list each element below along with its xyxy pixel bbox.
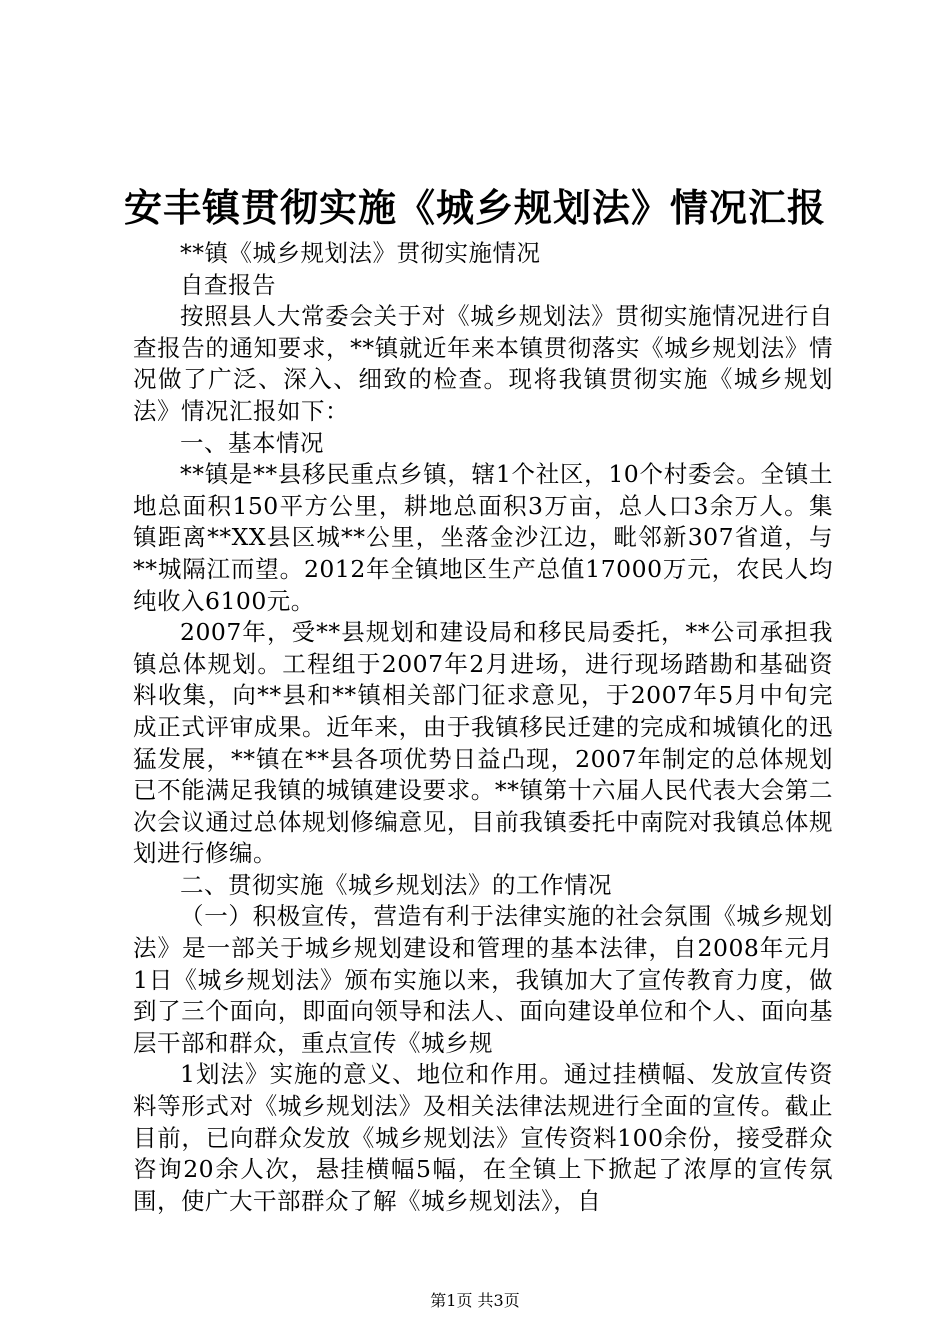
paragraph-publicity: （一）积极宣传，营造有利于法律实施的社会氛围《城乡规划法》是一部关于城乡规划建设和管理的基本法律，自2008年元月1日《城乡规划法》颁布实施以来，我镇加大了宣传教育力度，做到了三个面向，即面向领导和法人、面向建设单位和个人、面向基层干部和群众，重点宣传《城乡规	[133, 902, 833, 1057]
paragraph-subtitle-line1: **镇《城乡规划法》贯彻实施情况	[180, 239, 541, 267]
section-heading-implementation: 二、贯彻实施《城乡规划法》的工作情况	[180, 870, 612, 899]
paragraph-town-overview: **镇是**县移民重点乡镇，辖1个社区，10个村委会。全镇土地总面积150平方公里，耕地总面积3万亩，总人口3余万人。集镇距离**XX县区城**公里，坐落金沙江边，毗邻新307省道，与**城隔江而望。2012年全镇地区生产总值17000万元，农民人均纯收入6100元。	[133, 460, 833, 615]
paragraph-master-plan: 2007年，受**县规划和建设局和移民局委托，**公司承担我镇总体规划。工程组于2007年2月进场，进行现场踏勘和基础资料收集，向**县和**镇相关部门征求意见，于2007年5月中旬完成正式评审成果。近年来，由于我镇移民迁建的完成和城镇化的迅猛发展，**镇在**县各项优势日益凸现，2007年制定的总体规划已不能满足我镇的城镇建设要求。**镇第十六届人民代表大会第二次会议通过总体规划修编意见，目前我镇委托中南院对我镇总体规划进行修编。	[133, 618, 833, 868]
paragraph-publicity-continued: 1划法》实施的意义、地位和作用。通过挂横幅、发放宣传资料等形式对《城乡规划法》及相关法律法规进行全面的宣传。截止目前，已向群众发放《城乡规划法》宣传资料100余份，接受群众咨询20余人次，悬挂横幅5幅，在全镇上下掀起了浓厚的宣传氛围，使广大干部群众了解《城乡规划法》，自	[133, 1060, 833, 1215]
document-body	[133, 238, 833, 1217]
page-footer: 第1页 共3页	[430, 1291, 520, 1310]
document-title: 安丰镇贯彻实施《城乡规划法》情况汇报	[123, 185, 826, 230]
paragraph-intro: 按照县人大常委会关于对《城乡规划法》贯彻实施情况进行自查报告的通知要求，**镇就近年来本镇贯彻落实《城乡规划法》情况做了广泛、深入、细致的检查。现将我镇贯彻实施《城乡规划法》情况汇报如下：	[133, 302, 833, 425]
paragraph-subtitle-line2: 自查报告	[180, 270, 276, 299]
section-heading-basic-info: 一、基本情况	[180, 428, 324, 457]
